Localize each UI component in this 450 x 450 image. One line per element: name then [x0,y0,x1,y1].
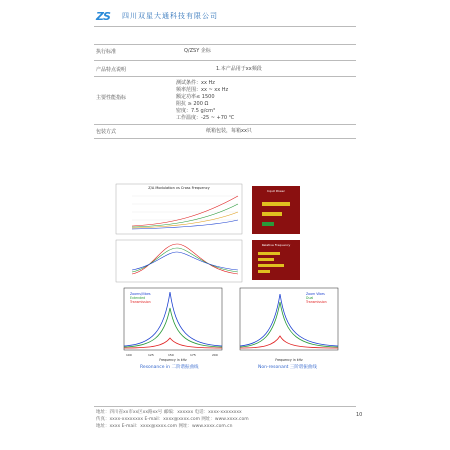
bar [262,202,290,206]
table-rule [94,44,356,45]
legend-entry: Transmission [130,300,151,304]
x-axis-label: Frequency in kHz [159,358,187,362]
chart-top-left [116,184,242,234]
header-divider [94,26,356,27]
spec-value: 阻抗 ≥ 200 Ω [176,101,209,107]
chart-top-right [252,186,300,234]
legend-entry: Transmission [306,300,327,304]
table-rule [94,60,356,61]
spec-values [176,80,234,122]
spec-value: 工作温度：-25 ~ +70 ℃ [176,115,235,121]
chart-title: Relative Frequency [261,243,291,247]
spec-value: 纸箱包装，每箱xx只 [206,128,252,134]
bar [258,270,270,273]
footer-line: 地址：xxxx E-mail：xxxx@xxxx.com 网址：www.xxxx.com.cn [96,424,233,429]
footer-divider [94,406,356,407]
table-rule [94,138,356,139]
legend-entry: Zoom Vibes [306,292,325,296]
table-rule [94,124,356,125]
bar [258,258,274,261]
table-rule [94,76,356,77]
tick-label: 125 [148,353,154,357]
bar [258,264,284,267]
chart-bottom-right [240,288,338,362]
figure-caption: Resonance in 二阶谐振曲线 [140,365,199,370]
bar [262,212,282,216]
spec-label: 执行标准 [96,49,117,55]
chart-middle-left [116,240,242,282]
chart-title: Input Power [267,189,285,193]
chart-bottom-left [124,288,222,362]
tick-label: 150 [168,353,174,357]
x-axis-label: Frequency in kHz [275,358,303,362]
spec-value: Q/ZSY 企标 [184,48,211,54]
legend-entry: Extended [130,296,146,300]
bar [262,222,274,226]
chart-frame [240,288,338,350]
footer-line: 传真：xxxx-xxxxxxxx E-mail：xxxx@xxxx.com 网址：www.xxxx.com [96,417,249,422]
figure-caption: Non-resonant 三阶谐振曲线 [258,365,317,370]
spec-value: 频率范围：xx ~ xx Hz [176,87,229,93]
bar [258,252,280,255]
tick-label: 100 [126,353,132,357]
spec-value: 额定功率≤ 1500 [176,94,215,100]
chart-frame [116,184,242,234]
tick-label: 200 [212,353,218,357]
chart-title: Z/A Modulation vs Cross Frequency [148,186,210,190]
legend-entry: Dual [306,296,314,300]
charts-figure [112,182,352,367]
spec-label: 产品特点说明 [96,67,127,73]
spec-label: 主要性能指标 [96,95,127,101]
spec-value: 1.本产品用于xx频段 [216,66,262,72]
page-header [96,8,218,24]
spec-value: 测试条件：xx Hz [176,80,215,86]
spec-row [96,80,352,120]
chart-middle-right [252,240,300,280]
spec-label: 包装方式 [96,129,117,135]
chart-panel [252,186,300,234]
company-logo: ZS [96,10,110,23]
spec-value: 密度：7.5 g/cm³ [176,108,216,114]
footer-line: 地址：四川省xx市xx区xx路xx号 邮编：xxxxxx 电话：xxxx-xxxxxxxx [96,410,242,415]
legend-entry: Zooms/Vibes [130,292,151,296]
page-number: 10 [356,412,363,418]
company-name: 四川双星大通科技有限公司 [122,12,218,20]
tick-label: 175 [190,353,196,357]
chart-frame [116,240,242,282]
